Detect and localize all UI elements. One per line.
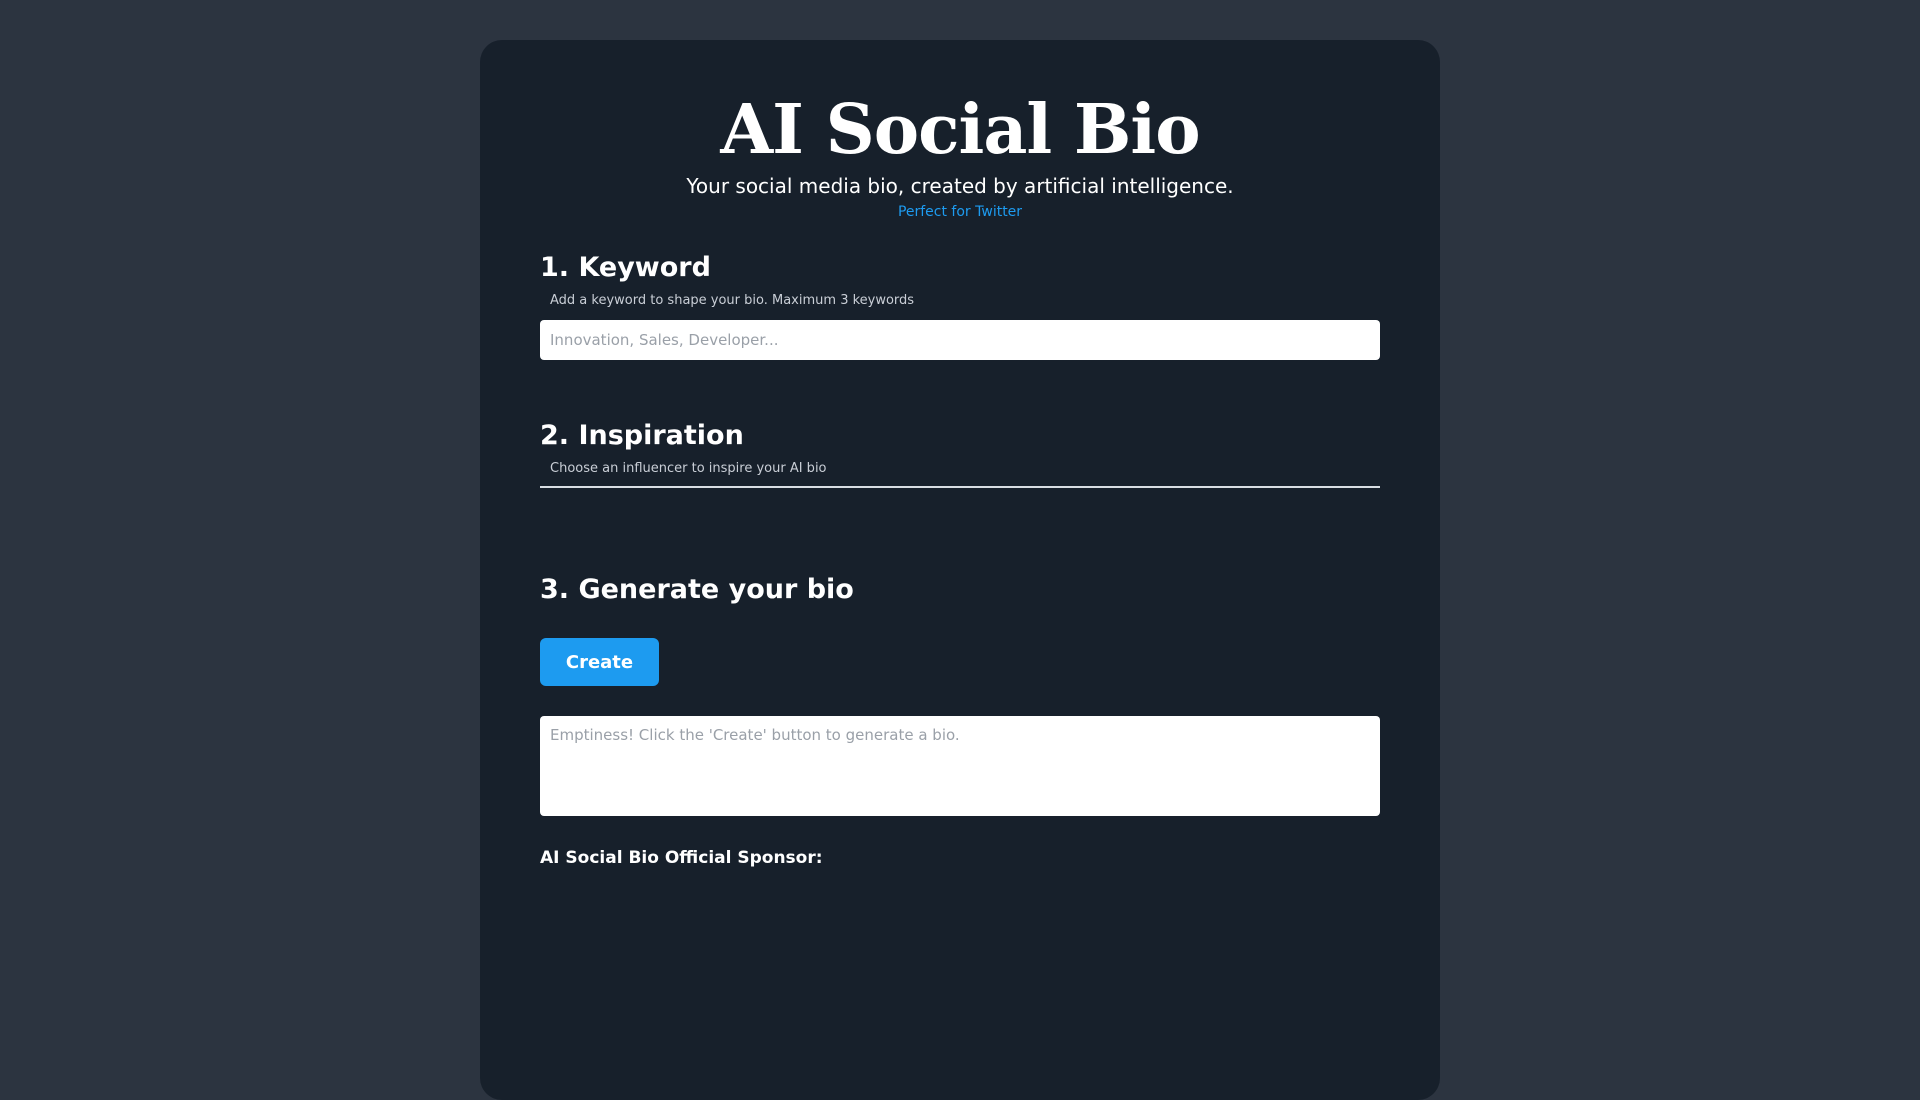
- keyword-hint: Add a keyword to shape your bio. Maximum 3 keywords: [550, 293, 915, 308]
- inspiration-heading: 2. Inspiration: [540, 420, 744, 451]
- page-subtitle: Your social media bio, created by artificial intelligence.: [686, 174, 1234, 198]
- influencer-select[interactable]: [540, 486, 1380, 488]
- inspiration-section: [540, 418, 1380, 488]
- keyword-input[interactable]: [540, 320, 1380, 360]
- generate-heading: 3. Generate your bio: [540, 574, 854, 605]
- bio-output-textarea[interactable]: [540, 716, 1380, 816]
- page-title: AI Social Bio: [720, 90, 1200, 170]
- create-button[interactable]: Create: [540, 638, 659, 686]
- generate-section: [540, 572, 1380, 870]
- main-card: [480, 40, 1440, 1100]
- perfect-for-twitter-link[interactable]: Perfect for Twitter: [897, 204, 1023, 220]
- sponsor-label: AI Social Bio Official Sponsor:: [540, 848, 823, 868]
- keyword-section: [540, 250, 1380, 360]
- inspiration-hint: Choose an influencer to inspire your AI bio: [550, 461, 827, 476]
- keyword-heading: 1. Keyword: [540, 252, 711, 283]
